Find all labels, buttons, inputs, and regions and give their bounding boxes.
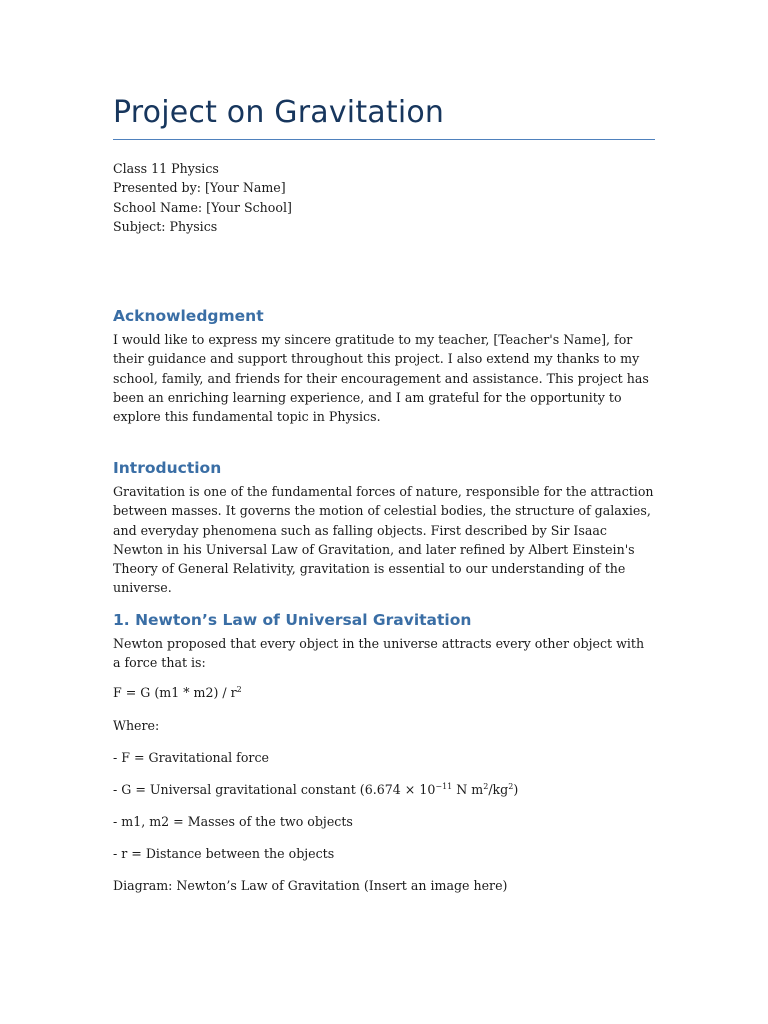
definition-f: - F = Gravitational force bbox=[113, 750, 269, 765]
meta-presented-by: Presented by: [Your Name] bbox=[113, 180, 286, 196]
definition-g-suffix: ) bbox=[513, 782, 519, 797]
definition-g-unit-n-m: N m bbox=[452, 782, 484, 797]
definition-g-exponent: −11 bbox=[435, 782, 453, 791]
newton-heading: 1. Newton’s Law of Universal Gravitation bbox=[113, 611, 472, 629]
document-meta bbox=[113, 159, 292, 236]
meta-school: School Name: [Your School] bbox=[113, 199, 292, 215]
where-label: Where: bbox=[113, 718, 160, 733]
diagram-note: Diagram: Newton’s Law of Gravitation (Insert an image here) bbox=[113, 878, 508, 893]
acknowledgment-heading: Acknowledgment bbox=[113, 307, 264, 325]
introduction-body: Gravitation is one of the fundamental forces of nature, responsible for the attraction between masses. It governs the motion of celestial bodies, the structure of galaxies, and everyday phenomena such as falling objects. First described by Sir Isaac Newton in his Universal Law of Gravitation, and later refined by Albert Einstein's Theory of General Relativity, gravitation is essential to our understanding of the universe. bbox=[113, 484, 654, 596]
definition-g-unit-exp-kg: 2 bbox=[508, 782, 514, 791]
definition-m: - m1, m2 = Masses of the two objects bbox=[113, 814, 353, 829]
meta-class: Class 11 Physics bbox=[113, 161, 219, 176]
definition-g bbox=[113, 782, 518, 797]
formula-exponent: 2 bbox=[236, 685, 242, 694]
definition-g-unit-exp-m: 2 bbox=[483, 782, 489, 791]
document-title: Project on Gravitation bbox=[113, 95, 445, 130]
definition-g-prefix: - G = Universal gravitational constant (6.674 × 10 bbox=[113, 782, 436, 797]
acknowledgment-body: I would like to express my sincere gratitude to my teacher, [Teacher's Name], for their guidance and support throughout this project. I also extend my thanks to my school, family, and friends for their encouragement and assistance. This project has been an enriching learning experience, and I am grateful for the opportunity to explore this fundamental topic in Physics. bbox=[113, 332, 649, 425]
definition-r: - r = Distance between the objects bbox=[113, 846, 335, 861]
introduction-heading: Introduction bbox=[113, 459, 222, 477]
title-underline bbox=[113, 139, 655, 140]
meta-subject: Subject: Physics bbox=[113, 218, 218, 234]
definition-g-unit-kg: /kg bbox=[488, 782, 509, 797]
newton-formula bbox=[113, 685, 242, 700]
formula-text: F = G (m1 * m2) / r bbox=[113, 685, 237, 700]
newton-body: Newton proposed that every object in the universe attracts every other object with a force that is: bbox=[113, 636, 645, 671]
